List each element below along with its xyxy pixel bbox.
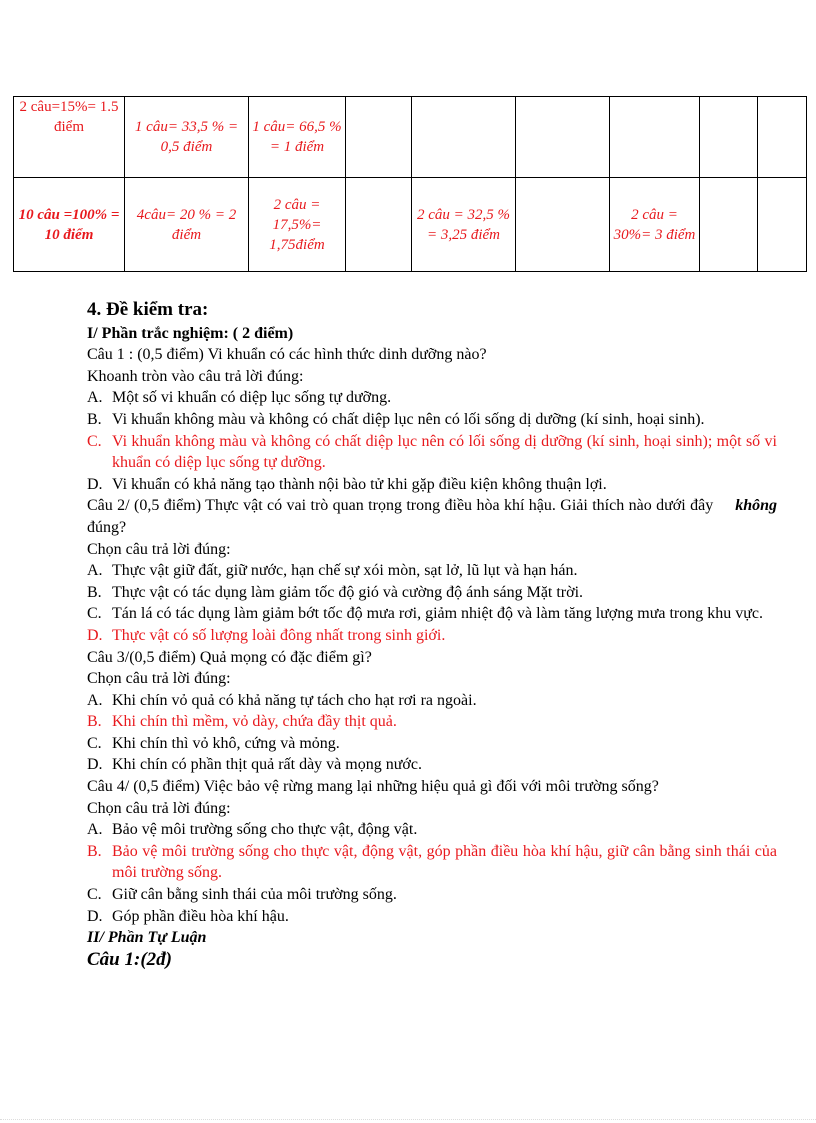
option-text: Khi chín vỏ quả có khả năng tự tách cho hạt rơi ra ngoài. (112, 691, 477, 709)
question-4: Câu 4/ (0,5 điểm) Việc bảo vệ rừng mang lại những hiệu quả gì đối với môi trường sống? (87, 778, 659, 796)
option-c-correct (87, 431, 777, 474)
option-a (87, 819, 777, 841)
question-2-emphasis: không (735, 497, 778, 515)
option-text: Khi chín thì mềm, vỏ dày, chứa đầy thịt quả. (112, 713, 397, 731)
option-key: D. (87, 475, 103, 493)
score-matrix-table (13, 96, 807, 272)
option-key: C. (87, 734, 102, 752)
question-1: Câu 1 : (0,5 điểm) Vi khuẩn có các hình thức dinh dưỡng nào? (87, 346, 487, 364)
option-c (87, 733, 777, 755)
table-cell (516, 97, 610, 178)
table-cell (412, 97, 516, 178)
option-text: Bảo vệ môi trường sống cho thực vật, động vật. (112, 821, 418, 839)
part1-title: I/ Phần trắc nghiệm: ( 2 điểm) (87, 324, 294, 342)
question-3-instruction: Chọn câu trả lời đúng: (87, 670, 231, 688)
option-text: Thực vật có tác dụng làm giảm tốc độ gió và cường độ ánh sáng Mặt trời. (112, 583, 584, 601)
question-4-instruction: Chọn câu trả lời đúng: (87, 799, 231, 817)
option-key: B. (87, 583, 102, 601)
option-b-correct (87, 711, 777, 733)
option-key: D. (87, 756, 103, 774)
table-cell: 2 câu=15%= 1.5 điểm (14, 97, 125, 178)
option-key: A. (87, 691, 103, 709)
option-key: B. (87, 713, 102, 731)
option-text: Vi khuẩn không màu và không có chất diệp lục nên có lối sống dị dưỡng (kí sinh, hoại sinh); một số vi khuẩn có diệp lục sống tự dưỡng. (112, 432, 777, 472)
table-cell: 2 câu = 32,5 % = 3,25 điểm (412, 178, 516, 272)
option-text: Vi khuẩn không màu và không có chất diệp lục nên có lối sống dị dưỡng (kí sinh, hoại sinh). (112, 410, 705, 428)
page-bottom-divider (0, 1119, 816, 1120)
section-heading: 4. Đề kiểm tra: (87, 299, 209, 320)
option-b (87, 409, 777, 431)
table-cell: 1 câu= 66,5 % = 1 điểm (249, 97, 346, 178)
option-text: Vi khuẩn có khả năng tạo thành nội bào tử khi gặp điều kiện không thuận lợi. (112, 475, 607, 493)
option-text: Một số vi khuẩn có diệp lục sống tự dưỡng. (112, 389, 392, 407)
table-cell (700, 97, 758, 178)
option-a (87, 690, 777, 712)
question-2-end: đúng? (87, 518, 127, 536)
table-cell: 10 câu =100% = 10 điểm (14, 178, 125, 272)
option-text: Giữ cân bằng sinh thái của môi trường sống. (112, 886, 397, 904)
option-a (87, 560, 777, 582)
table-cell (758, 97, 807, 178)
option-d (87, 474, 777, 496)
question-2 (87, 495, 777, 538)
option-key: A. (87, 821, 103, 839)
table-cell (346, 97, 412, 178)
essay-question-1: Câu 1:(2đ) (87, 948, 172, 970)
option-text: Khi chín có phần thịt quả rất dày và mọng nước. (112, 756, 422, 774)
option-key: C. (87, 605, 102, 623)
option-text: Góp phần điều hòa khí hậu. (112, 907, 289, 925)
question-2-instruction: Chọn câu trả lời đúng: (87, 540, 231, 558)
option-b-correct (87, 841, 777, 884)
table-row (14, 178, 807, 272)
table-cell: 4câu= 20 % = 2 điểm (125, 178, 249, 272)
option-c (87, 884, 777, 906)
table-row (14, 97, 807, 178)
question-3: Câu 3/(0,5 điểm) Quả mọng có đặc điểm gì? (87, 648, 372, 666)
table-cell (346, 178, 412, 272)
option-text: Thực vật giữ đất, giữ nước, hạn chế sự xói mòn, sạt lở, lũ lụt và hạn hán. (112, 562, 578, 580)
option-d-correct (87, 625, 777, 647)
option-key: B. (87, 842, 102, 860)
option-b (87, 582, 777, 604)
option-key: C. (87, 886, 102, 904)
table-cell (700, 178, 758, 272)
option-c (87, 603, 777, 625)
option-text: Khi chín thì vỏ khô, cứng và mỏng. (112, 734, 340, 752)
question-1-instruction: Khoanh tròn vào câu trả lời đúng: (87, 367, 304, 385)
option-key: C. (87, 432, 102, 450)
option-key: D. (87, 626, 103, 644)
option-text: Bảo vệ môi trường sống cho thực vật, động vật, góp phần điều hòa khí hậu, giữ cân bằng sinh thái của môi trường sống. (112, 842, 777, 882)
option-key: D. (87, 907, 103, 925)
option-d (87, 906, 777, 928)
option-key: B. (87, 410, 102, 428)
option-text: Thực vật có số lượng loài đông nhất trong sinh giới. (112, 626, 446, 644)
part2-title: II/ Phần Tự Luận (87, 929, 207, 947)
option-key: A. (87, 389, 103, 407)
table-cell: 1 câu= 33,5 % = 0,5 điểm (125, 97, 249, 178)
exam-content (87, 299, 777, 970)
option-a (87, 387, 777, 409)
question-2-text: Câu 2/ (0,5 điểm) Thực vật có vai trò quan trọng trong điều hòa khí hậu. Giải thích nào dưới đây (87, 497, 714, 515)
option-text: Tán lá có tác dụng làm giảm bớt tốc độ mưa rơi, giảm nhiệt độ và làm tăng lượng mưa trong khu vực. (112, 605, 764, 623)
table-cell: 2 câu = 30%= 3 điểm (610, 178, 700, 272)
table-cell (516, 178, 610, 272)
option-key: A. (87, 562, 103, 580)
table-cell (758, 178, 807, 272)
table-cell: 2 câu = 17,5%= 1,75điểm (249, 178, 346, 272)
table-cell (610, 97, 700, 178)
option-d (87, 754, 777, 776)
